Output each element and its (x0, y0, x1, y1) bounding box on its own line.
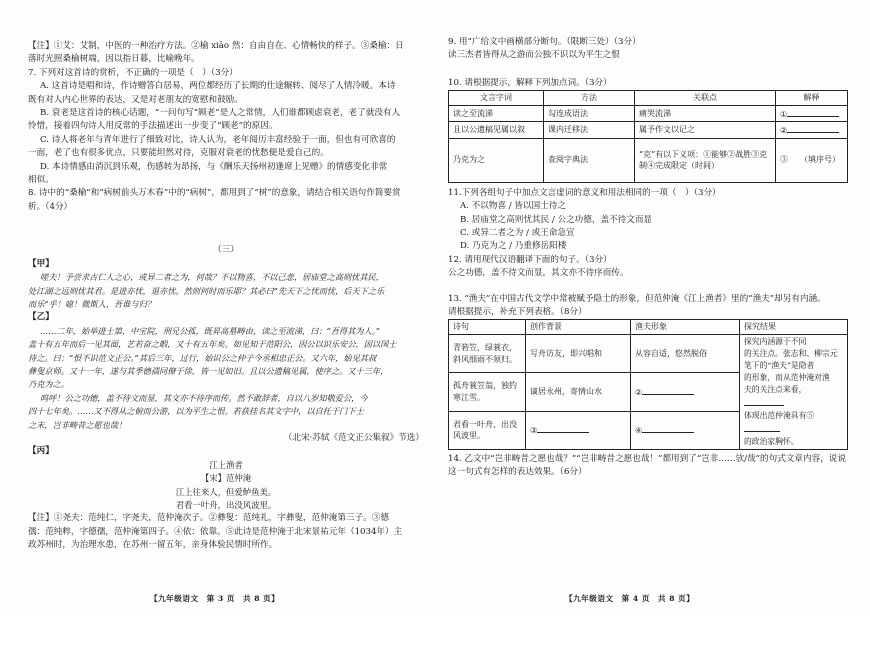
table-cell: 查阅字典法 (544, 138, 635, 182)
page-footer: 【九年级语文 第 4 页 共 8 页】 (565, 594, 695, 603)
table-cell: 读之至流涕 (449, 105, 544, 122)
poem-author: 【宋】范仲淹 (200, 473, 252, 484)
q13-stem: 13. “渔夫”在中国古代文学中常被赋予隐士的形象，但范仲淹《江上渔者》里的“渔夫”却另有内涵。 (448, 293, 826, 304)
q10-stem: 10. 请根据提示，解释下列加点词。（3分） (448, 77, 612, 88)
passage-line: 乃克为之。 (28, 379, 69, 390)
notes-block-2 (28, 512, 424, 552)
note-line: 孺：范纯粹，字德孺，范仲淹第四子。④依：依靠。⑤此诗是范仲淹于北宋景祐元年（1034年）主 (28, 526, 403, 537)
result-line[interactable]: 夫的关注点来看， (744, 384, 843, 410)
q12-stem: 12. 请用现代汉语翻译下面的句子。（3分） (448, 254, 612, 265)
answer-blank-4[interactable]: ② (631, 373, 740, 411)
answer-blank-1[interactable] (776, 105, 848, 122)
table-cell: 课内迁移法 (544, 122, 635, 139)
passage-line: 呜呼！公之功德，盖不待文而显，其文亦不待序而传。然不敢辞者，自以八岁知敬爱公，今 (40, 392, 368, 403)
question-8 (28, 187, 424, 214)
table-header: 解释 (776, 91, 848, 106)
answer-blank-6[interactable]: ④ (631, 411, 740, 449)
table-header: 创作背景 (526, 320, 631, 335)
result-cell (740, 334, 848, 449)
text-yi (28, 325, 424, 432)
table-cell: 痛哭流涕 (635, 105, 776, 122)
q11-option: A. 不以物喜 / 皆以国士待之 (460, 201, 566, 212)
passage-line: 彝叟京师。又十一年，遂与其季德孺同僚于徐，皆一见如旧。且以公遗稿见属，使序之。又十三年， (28, 365, 389, 376)
q11-option: D. 乃克为之 / 乃重修岳阳楼 (460, 241, 567, 252)
question-7 (28, 67, 424, 188)
poem-line: 江上往来人，但爱鲈鱼美。 (175, 486, 277, 497)
q11-stem: 11.下列各组句子中加点文言虚词的意义和用法相同的一项（ ）（3分） (448, 187, 721, 198)
table-row (449, 138, 848, 182)
table-cell: 写舟访友，即兴唱和 (526, 334, 631, 372)
table-cell: 青箬笠，绿蓑衣，斜风细雨不须归。 (449, 334, 526, 372)
table-cell: 从容自适，悠然脱俗 (631, 334, 740, 372)
poem-title: 江上渔者 (209, 459, 243, 470)
q8-stem: 析。（4分） (28, 201, 73, 212)
table-header-row (449, 320, 848, 335)
table-header: 探究结果 (740, 320, 848, 335)
blank-label: ① (780, 109, 788, 119)
text-jia-tag: 【甲】 (28, 258, 54, 269)
result-line: 探究内涵源于不同 (744, 336, 807, 346)
q9-stem: 9. 用“广给文中画横部分断句。（限断三处）（3分） (448, 37, 641, 47)
page-footer: 【九年级语文 第 3 页 共 8 页】 (150, 594, 280, 603)
passage-line: ……二年，始举进士第，中宝院，刑兄公孤，既昇高墓畴由，读之至流涕，曰：“吾得其为人。” (40, 325, 380, 336)
q7-option: D. 本诗情感由消沉到乐观，伤感转为昂扬，与《酬乐天扬州初逢席上见赠》的情感变化非常 (40, 161, 388, 172)
passage-line: 四十七年矣。……又不得从之俯而公游，以为平生之恨。若获挂名其文字中，以自托于门下士 (28, 406, 364, 417)
table-cell: 且以公遗稿见属以叙 (449, 122, 544, 139)
section-heading: （三） (213, 245, 239, 256)
page-4 (448, 36, 848, 650)
text-bing-tag: 【丙】 (28, 446, 54, 457)
table-cell: 孤舟蓑笠翁，独钓寒江雪。 (449, 373, 526, 411)
answer-blank-3[interactable]: ③ （填序号） (776, 138, 848, 182)
result-line: 的政治家胸怀。 (744, 436, 799, 446)
table-cell: 属予作文以记之 (635, 122, 776, 139)
note-line: 落时光照桑榆树端，因以指日暮，比喻晚年。 (28, 54, 200, 65)
result-line: 笔下的“渔夫”是隐者 (744, 360, 815, 370)
q7-option: 既有对人内心世界的表达，又是对老朋友的宽慰和鼓励。 (28, 94, 243, 105)
table-row (449, 105, 848, 122)
q13-table (448, 319, 848, 450)
q12-sentence: 公之功德，盖不待文而显，其文亦不待序而传。 (448, 268, 629, 279)
q14-stem: 14. 乙文中“岂非畴昔之愿也哉？”“岂非畴昔之愿也哉！”都用到了“岂非……欤/哉”的句式文章内容，说说 (448, 453, 846, 464)
q11-option: C. 或异二者之为 / 或王命急宣 (460, 227, 575, 238)
text-jia (28, 271, 424, 311)
q7-option: C. 诗人将老年与青年进行了细致对比，诗人认为，老年阅历丰富经验于一面，但也有可欣喜的 (40, 134, 396, 145)
text-yi-tag: 【乙】 (28, 312, 54, 323)
q7-option: 一面，老了也有很多优点，只要能坦然对待，克服对衰老的忧愁便是爱自己的。 (28, 148, 329, 159)
q7-option: 相似。 (28, 175, 54, 186)
table-header: 文言字词 (449, 91, 544, 106)
result-line: 的形象，而从范仲淹对渔 (744, 372, 830, 382)
q13-stem: 请根据提示，补充下列表格。（8分） (448, 306, 587, 317)
table-header: 诗句 (449, 320, 526, 335)
table-row (449, 122, 848, 139)
question-13 (448, 293, 848, 320)
table-header: 渔夫形象 (631, 320, 740, 335)
blank-label: ② (780, 126, 788, 136)
question-14 (448, 453, 848, 480)
table-cell: 谪居永州，寄情山水 (526, 373, 631, 411)
table-header: 方法 (544, 91, 635, 106)
q7-option: A. 这首诗是唱和诗，作诗赠答白居易，两位都经历了长期的仕途辗转、阅尽了人情冷暖。本诗 (40, 81, 396, 92)
passage-line: 盖十有五年而后一见其面，艺若奋之暇，又十有五年矣。如见知于范阳公，因公以识乐安公，因以国士 (28, 339, 397, 350)
passage-line: 处江湖之远则忧其君。是进亦忧，退亦忧。然则何时而乐耶？其必曰“先天下之忧而忧，后天下之乐 (28, 285, 385, 296)
q10-table (448, 90, 848, 183)
q7-option: B. 衰老是这首诗的核心话题，“一问句写“顾老”是人之常情，人们谁都顾虑衰老，老了就没有人 (40, 108, 401, 119)
table-header-row (449, 91, 848, 106)
passage-line: 之末，岂非畴昔之愿也哉！ (28, 419, 127, 430)
notes-block (28, 40, 424, 67)
question-11 (448, 187, 848, 254)
q7-stem: 7. 下列对这首诗的赏析，不正确的一项是（ ）（3分） (28, 67, 238, 78)
answer-blank-5[interactable]: ③ (526, 411, 631, 449)
result-line: 的关注点。张志和、柳宗元 (744, 348, 838, 358)
q8-stem: 8. 诗中的“桑榆”和“病树前头万木春”中的“病树”，都用到了“树”的意象，请结合相关语句作简要赏 (28, 188, 401, 199)
poem-line: 君看一叶舟，出没风波里。 (175, 500, 277, 510)
result-line[interactable]: 体现出范仲淹具有⑤ (744, 410, 843, 436)
q7-option: 怜惜，接着四句诗人用反常的手法描述出一步变了“顾老”的原因。 (28, 121, 278, 132)
passage-line: 待之。曰：“恨不识范文正公。”其后三年，过行，始识公之仲子今丞相忠正公。又六年，始见其叔 (28, 352, 377, 363)
note-line: 政苏州时，为治理水患，在苏州一留五年，亲身体验民情时所作。 (28, 540, 278, 551)
q9-sentence: 读三杰者皆得从之游而公独不识以为平生之恨 (448, 50, 620, 61)
table-cell: 乃克为之 (449, 138, 544, 182)
table-row (449, 334, 848, 372)
question-12 (448, 254, 848, 281)
page-3 (28, 40, 424, 654)
passage-source: （北宋·苏轼《范文正公集叙》节选） (283, 432, 424, 443)
answer-blank-2[interactable] (776, 122, 848, 139)
table-cell: 君看一叶舟，出没风波里。 (449, 411, 526, 449)
note-line: 【注】①艾：艾制，中医的一种治疗方法。②榆 xiāo 然：自由自在、心情畅快的样子。③桑榆：日 (28, 41, 404, 51)
note-line: 【注】①尧夫：范纯仁，字尧夫，范仲淹次子。②彝叟：范纯礼，字彝叟，范仲淹第三子。③德 (28, 513, 389, 524)
table-header: 关联点 (635, 91, 776, 106)
table-cell: “克”有以下义项：①能够②战胜③克制④完成限定（时间） (635, 138, 776, 182)
table-cell: 勾连成语法 (544, 105, 635, 122)
q14-stem: 这一句式有怎样的表达效果。（6分） (448, 467, 587, 478)
q11-option: B. 居庙堂之高则忧其民 / 公之功德，盖不待文而显 (460, 214, 653, 225)
passage-line: 嗟夫！予尝求古仁人之心，或异二者之为，何哉？不以物喜，不以己悲，居庙堂之高则忧其民， (40, 272, 384, 283)
passage-line: 而乐”乎！噫！微斯人，吾谁与归？ (28, 298, 155, 309)
